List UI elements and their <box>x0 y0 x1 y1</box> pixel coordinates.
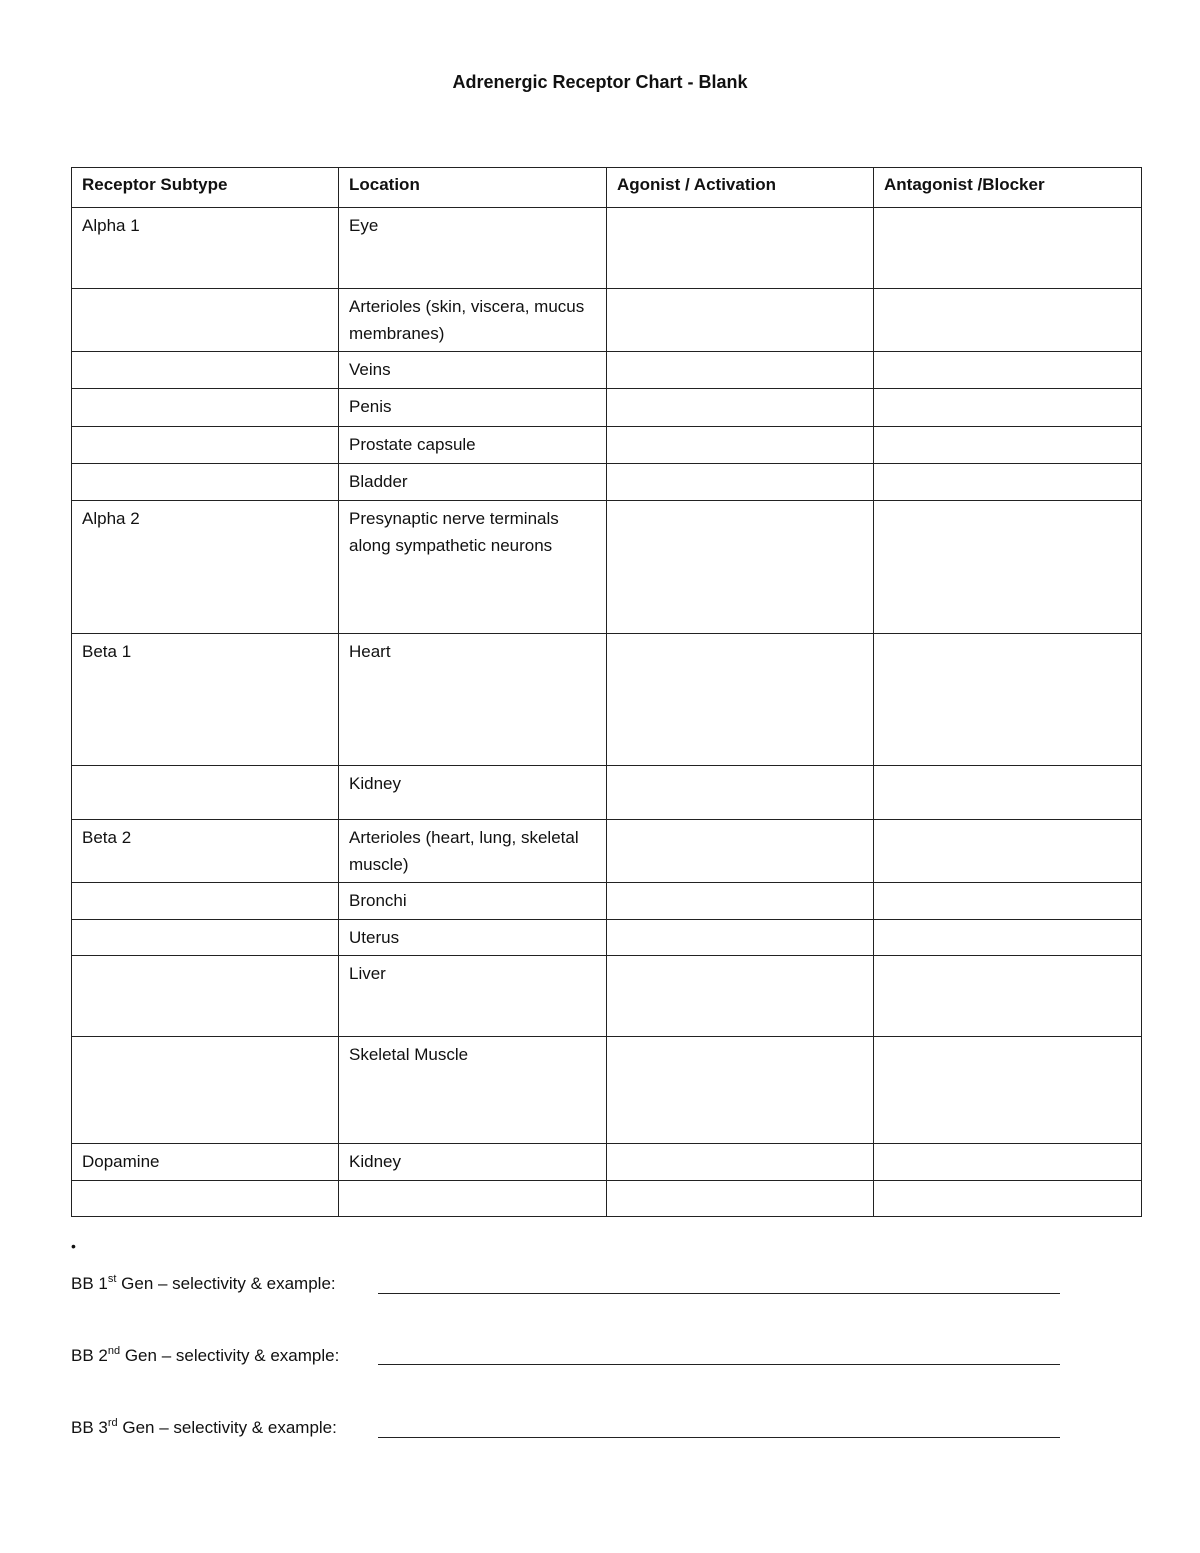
table-row <box>72 920 1142 956</box>
cell-location: Arterioles (skin, viscera, mucus membranes) <box>339 289 607 352</box>
table-row <box>72 1037 1142 1144</box>
bb-1st-gen-line <box>71 1272 336 1296</box>
gen-suffix: Gen – selectivity & example: <box>116 1274 336 1293</box>
table-row <box>72 427 1142 464</box>
bb-2nd-gen-answer-blank[interactable] <box>378 1364 1060 1365</box>
cell-location: Bladder <box>339 464 607 501</box>
cell-antagonist[interactable] <box>874 1144 1142 1181</box>
cell-subtype: Dopamine <box>72 1144 339 1181</box>
table-row <box>72 464 1142 501</box>
cell-location: Presynaptic nerve terminals along sympathetic neurons <box>339 501 607 634</box>
cell-subtype[interactable] <box>72 1181 339 1217</box>
cell-antagonist[interactable] <box>874 1037 1142 1144</box>
gen-suffix: Gen – selectivity & example: <box>120 1346 340 1365</box>
cell-subtype <box>72 464 339 501</box>
cell-agonist[interactable] <box>607 1037 874 1144</box>
cell-agonist[interactable] <box>607 883 874 920</box>
cell-agonist[interactable] <box>607 1181 874 1217</box>
receptor-table <box>71 167 1142 1217</box>
header-location: Location <box>339 168 607 208</box>
cell-antagonist[interactable] <box>874 389 1142 427</box>
cell-antagonist[interactable] <box>874 289 1142 352</box>
cell-location: Heart <box>339 634 607 766</box>
header-antagonist: Antagonist /Blocker <box>874 168 1142 208</box>
gen-ordinal: st <box>107 1273 117 1285</box>
cell-agonist[interactable] <box>607 766 874 820</box>
cell-location: Prostate capsule <box>339 427 607 464</box>
cell-agonist[interactable] <box>607 464 874 501</box>
bullet-point: • <box>71 1238 76 1254</box>
gen-suffix: Gen – selectivity & example: <box>117 1418 337 1437</box>
table-row <box>72 289 1142 352</box>
cell-antagonist[interactable] <box>874 820 1142 883</box>
cell-antagonist[interactable] <box>874 766 1142 820</box>
cell-agonist[interactable] <box>607 427 874 464</box>
cell-location: Kidney <box>339 766 607 820</box>
table-row <box>72 389 1142 427</box>
cell-agonist[interactable] <box>607 208 874 289</box>
cell-subtype <box>72 352 339 389</box>
table-row <box>72 208 1142 289</box>
cell-agonist[interactable] <box>607 1144 874 1181</box>
gen-prefix: BB 1 <box>71 1274 108 1293</box>
header-agonist: Agonist / Activation <box>607 168 874 208</box>
table-row <box>72 634 1142 766</box>
table-row <box>72 766 1142 820</box>
cell-agonist[interactable] <box>607 352 874 389</box>
cell-agonist[interactable] <box>607 501 874 634</box>
cell-antagonist[interactable] <box>874 883 1142 920</box>
table-row <box>72 501 1142 634</box>
cell-location: Liver <box>339 956 607 1037</box>
cell-agonist[interactable] <box>607 920 874 956</box>
cell-location[interactable] <box>339 1181 607 1217</box>
cell-agonist[interactable] <box>607 634 874 766</box>
cell-subtype <box>72 956 339 1037</box>
cell-subtype <box>72 883 339 920</box>
cell-agonist[interactable] <box>607 289 874 352</box>
table-row <box>72 956 1142 1037</box>
cell-antagonist[interactable] <box>874 634 1142 766</box>
cell-subtype: Beta 2 <box>72 820 339 883</box>
gen-ordinal: rd <box>107 1417 118 1429</box>
cell-antagonist[interactable] <box>874 501 1142 634</box>
cell-subtype <box>72 766 339 820</box>
table-row <box>72 1144 1142 1181</box>
cell-location: Bronchi <box>339 883 607 920</box>
cell-subtype <box>72 389 339 427</box>
cell-location: Skeletal Muscle <box>339 1037 607 1144</box>
cell-antagonist[interactable] <box>874 920 1142 956</box>
cell-subtype: Beta 1 <box>72 634 339 766</box>
cell-subtype <box>72 920 339 956</box>
page-title: Adrenergic Receptor Chart - Blank <box>452 72 748 92</box>
bb-1st-gen-answer-blank[interactable] <box>378 1293 1060 1294</box>
bb-3rd-gen-answer-blank[interactable] <box>378 1437 1060 1438</box>
cell-antagonist[interactable] <box>874 464 1142 501</box>
header-receptor-subtype: Receptor Subtype <box>72 168 339 208</box>
cell-antagonist[interactable] <box>874 1181 1142 1217</box>
cell-antagonist[interactable] <box>874 956 1142 1037</box>
cell-agonist[interactable] <box>607 389 874 427</box>
cell-location: Arterioles (heart, lung, skeletal muscle) <box>339 820 607 883</box>
table-row <box>72 352 1142 389</box>
table-row <box>72 1181 1142 1217</box>
table-header-row <box>72 168 1142 208</box>
gen-ordinal: nd <box>107 1345 121 1357</box>
cell-antagonist[interactable] <box>874 427 1142 464</box>
cell-subtype: Alpha 1 <box>72 208 339 289</box>
cell-location: Penis <box>339 389 607 427</box>
bb-3rd-gen-line <box>71 1416 337 1440</box>
cell-location: Uterus <box>339 920 607 956</box>
cell-location: Veins <box>339 352 607 389</box>
table-row <box>72 883 1142 920</box>
cell-agonist[interactable] <box>607 956 874 1037</box>
table-row <box>72 820 1142 883</box>
cell-subtype <box>72 1037 339 1144</box>
cell-location: Eye <box>339 208 607 289</box>
gen-prefix: BB 2 <box>71 1346 108 1365</box>
gen-prefix: BB 3 <box>71 1418 108 1437</box>
cell-subtype <box>72 289 339 352</box>
cell-subtype <box>72 427 339 464</box>
cell-agonist[interactable] <box>607 820 874 883</box>
cell-antagonist[interactable] <box>874 208 1142 289</box>
cell-subtype: Alpha 2 <box>72 501 339 634</box>
cell-location: Kidney <box>339 1144 607 1181</box>
cell-antagonist[interactable] <box>874 352 1142 389</box>
bb-2nd-gen-line <box>71 1344 339 1368</box>
